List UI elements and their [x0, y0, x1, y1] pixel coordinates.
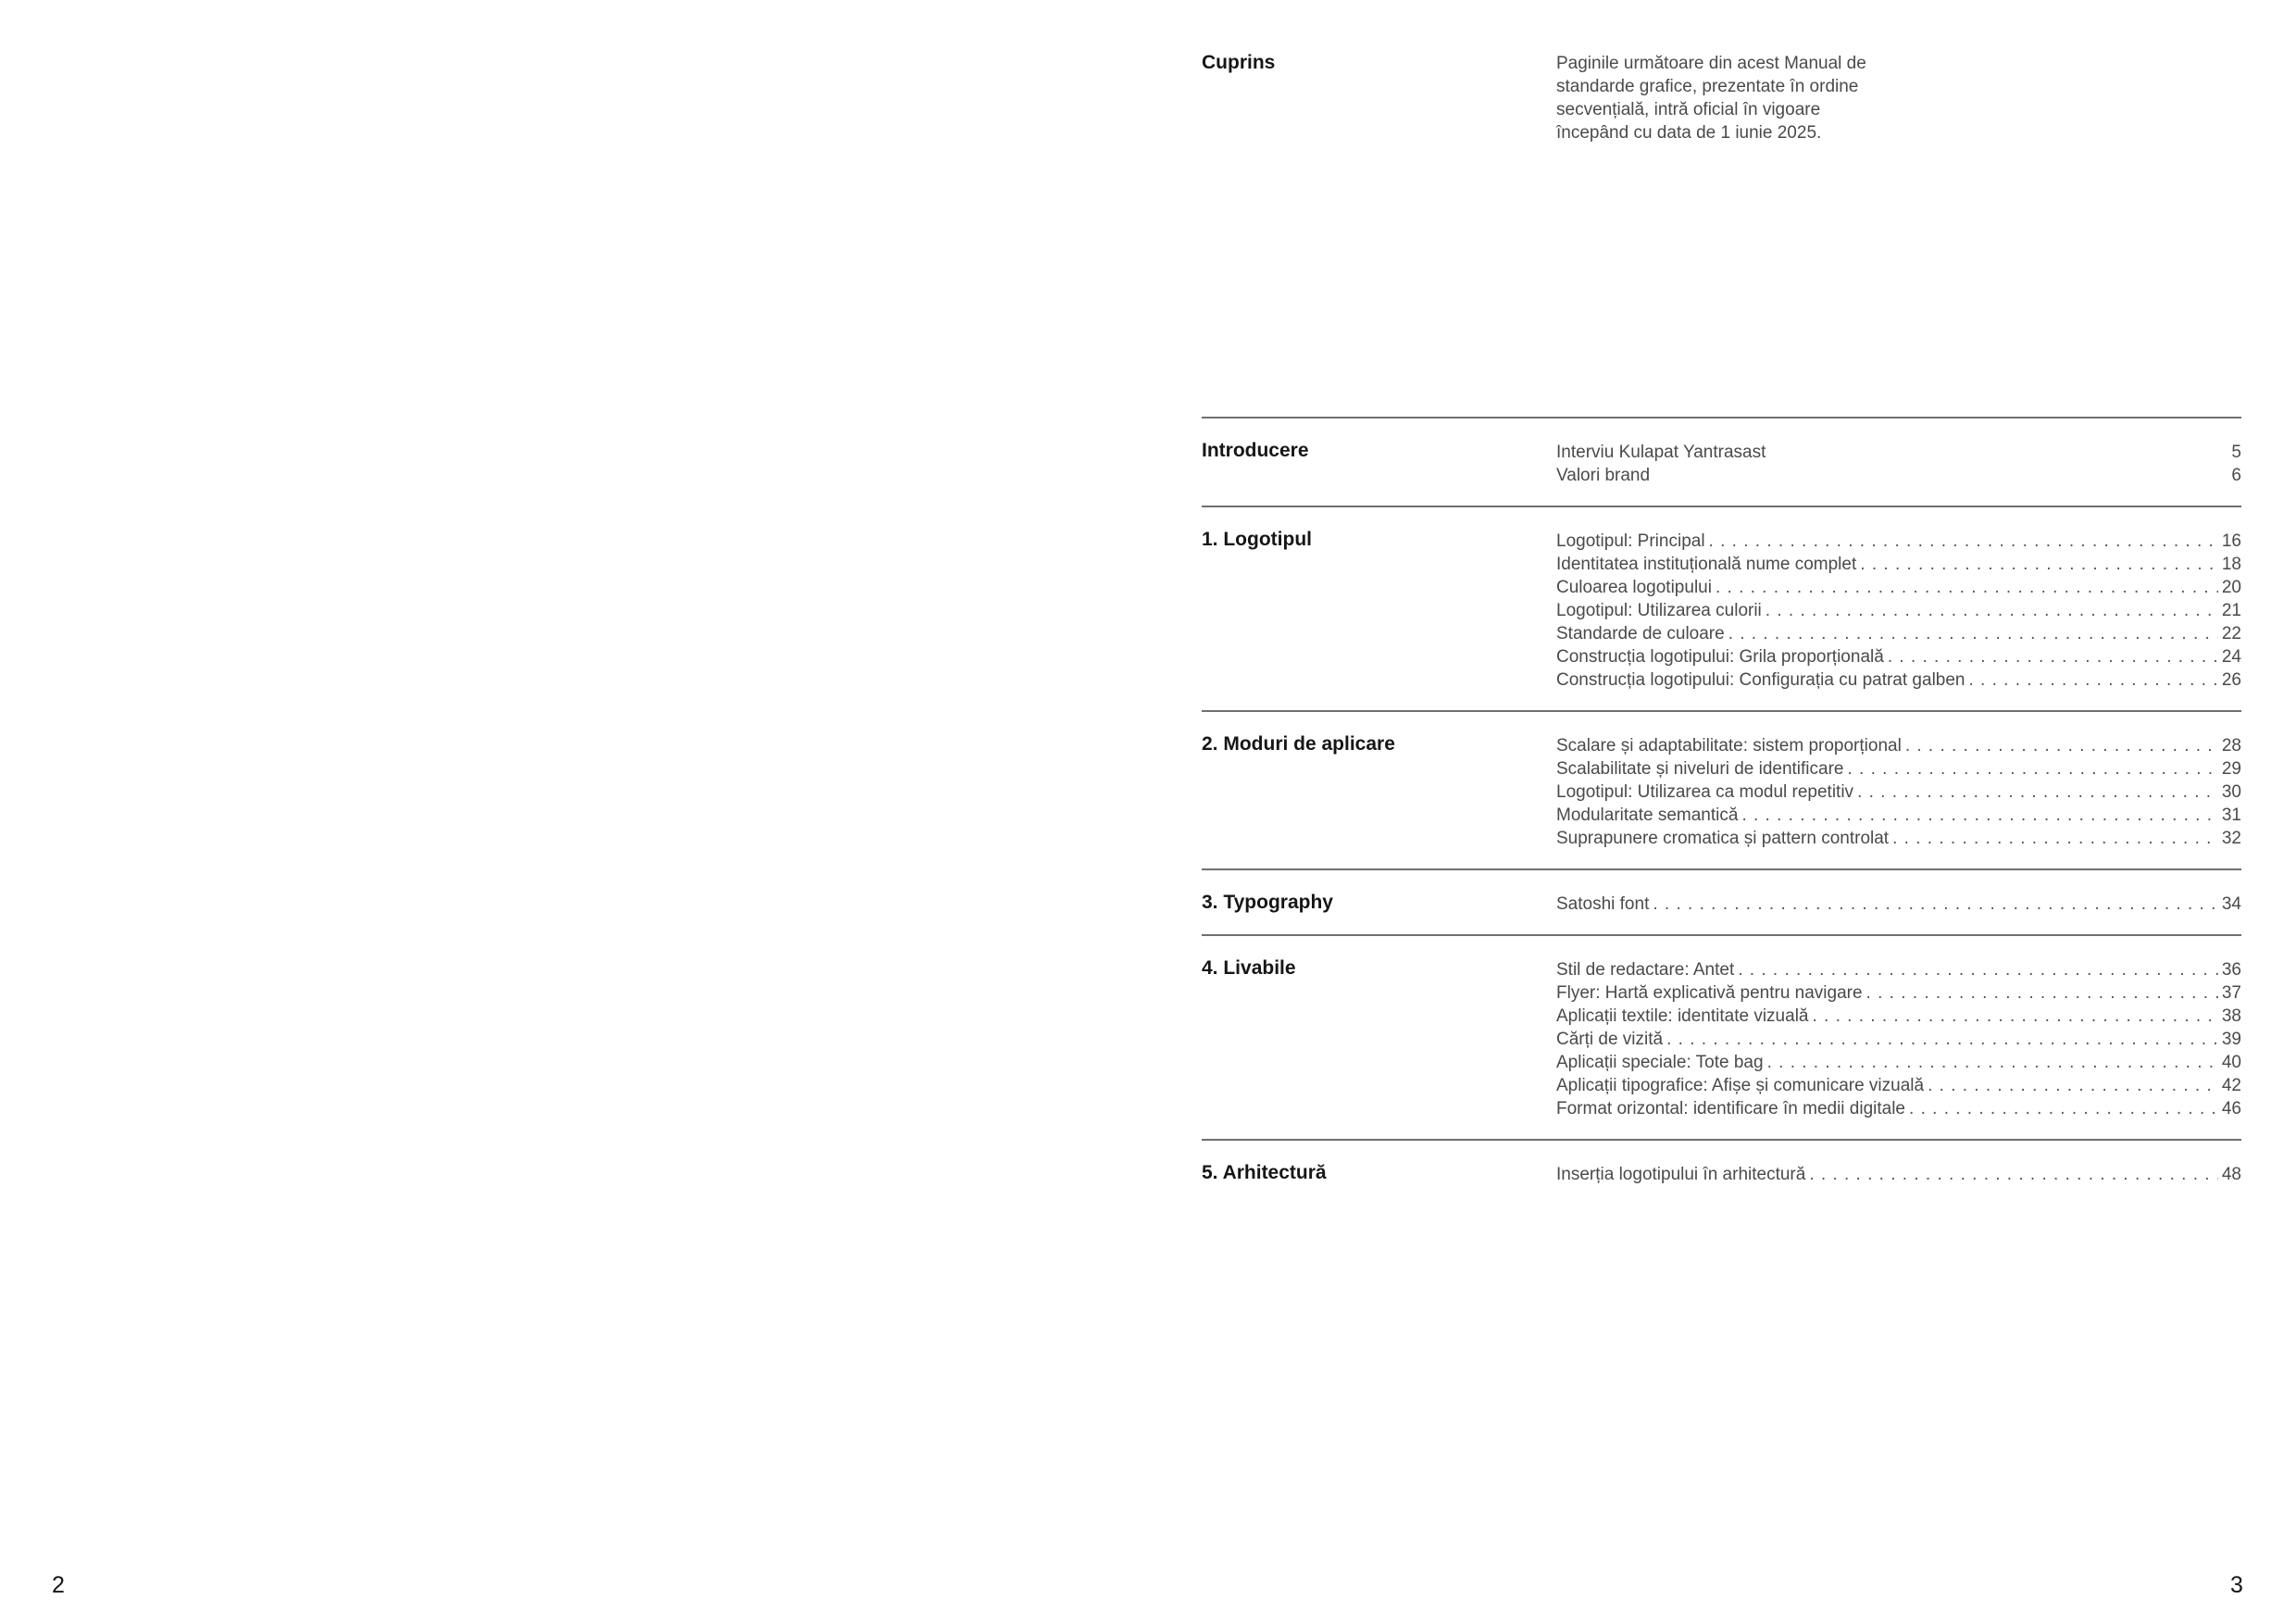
toc-entry[interactable]	[1556, 781, 2241, 804]
toc-section-title: 4. Livabile	[1202, 957, 1296, 979]
dot-leader	[1905, 734, 2218, 757]
toc-entries	[1556, 958, 2241, 1120]
dot-leader	[1738, 958, 2218, 981]
toc-entry-page: 37	[2221, 983, 2241, 1003]
toc-entry-label: Culoarea logotipului	[1556, 578, 1712, 597]
toc-entry[interactable]	[1556, 1163, 2241, 1186]
dot-leader	[1766, 599, 2218, 622]
page-number-left: 2	[52, 1572, 65, 1598]
intro-line: standarde grafice, prezentate în ordine	[1556, 77, 1859, 96]
toc-entry-page: 5	[2231, 443, 2241, 462]
toc-section-title: Introducere	[1202, 440, 1309, 461]
toc-entry-page: 22	[2221, 624, 2241, 643]
toc-entry[interactable]	[1556, 668, 2241, 692]
toc-entry-label: Aplicații textile: identitate vizuală	[1556, 1006, 1809, 1026]
toc-entries	[1556, 530, 2241, 692]
dot-leader	[1809, 1163, 2218, 1186]
toc-section	[1202, 1139, 2241, 1205]
toc-entries	[1556, 1163, 2241, 1186]
toc-entry[interactable]	[1556, 599, 2241, 622]
toc-entry-page: 6	[2231, 466, 2241, 485]
dot-leader	[1969, 668, 2218, 692]
toc-entry[interactable]	[1556, 827, 2241, 850]
toc-entry-label: Valori brand	[1556, 466, 1651, 485]
toc-entry[interactable]	[1556, 645, 2241, 668]
dot-leader	[1866, 981, 2218, 1005]
intro-paragraph	[1556, 52, 1927, 144]
toc-entry[interactable]	[1556, 441, 2241, 464]
toc-entry[interactable]	[1556, 804, 2241, 827]
dot-leader	[1812, 1005, 2217, 1028]
dot-leader	[1728, 622, 2218, 645]
toc-entry[interactable]	[1556, 622, 2241, 645]
dot-leader	[1860, 553, 2218, 576]
toc-entry-page: 26	[2221, 670, 2241, 690]
dot-leader	[1848, 757, 2218, 781]
toc-entry-page: 20	[2221, 578, 2241, 597]
toc-section	[1202, 710, 2241, 868]
toc-entry-label: Suprapunere cromatica și pattern controlat	[1556, 829, 1890, 848]
toc-entries	[1556, 893, 2241, 916]
toc-entry-page: 31	[2221, 806, 2241, 825]
toc-entry-page: 40	[2221, 1053, 2241, 1072]
toc-entry-page: 32	[2221, 829, 2241, 848]
toc-entry-page: 30	[2221, 782, 2241, 802]
dot-leader	[1928, 1074, 2218, 1097]
toc-entry-label: Scalare și adaptabilitate: sistem proporțional	[1556, 736, 1902, 756]
toc-entry[interactable]	[1556, 576, 2241, 599]
toc-entry[interactable]	[1556, 1097, 2241, 1120]
page-number-right: 3	[2230, 1572, 2243, 1598]
dot-leader	[1767, 1051, 2218, 1074]
dot-leader	[1888, 645, 2218, 668]
toc-entry-label: Modularitate semantică	[1556, 806, 1739, 825]
toc-section	[1202, 868, 2241, 934]
toc-entry-label: Construcția logotipului: Grila proporțională	[1556, 647, 1884, 667]
toc-entry-label: Aplicații speciale: Tote bag	[1556, 1053, 1764, 1072]
toc-entry[interactable]	[1556, 734, 2241, 757]
toc-entry-label: Aplicații tipografice: Afișe și comunicare vizuală	[1556, 1076, 1925, 1095]
dot-leader	[1709, 530, 2218, 553]
toc-entry[interactable]	[1556, 893, 2241, 916]
toc-entry-page: 18	[2221, 555, 2241, 574]
toc-entry-label: Identitatea instituțională nume complet	[1556, 555, 1857, 574]
toc-entry-label: Flyer: Hartă explicativă pentru navigare	[1556, 983, 1863, 1003]
toc-entry-label: Standarde de culoare	[1556, 624, 1725, 643]
toc-entry-label: Logotipul: Principal	[1556, 531, 1705, 551]
toc-entry[interactable]	[1556, 1028, 2241, 1051]
toc-entry[interactable]	[1556, 553, 2241, 576]
toc-entry-label: Logotipul: Utilizarea culorii	[1556, 601, 1762, 620]
toc-entry-page: 38	[2221, 1006, 2241, 1026]
toc-entry[interactable]	[1556, 1005, 2241, 1028]
toc-entry-page: 24	[2221, 647, 2241, 667]
intro-line: Paginile următoare din acest Manual de	[1556, 54, 1866, 73]
toc-entry[interactable]	[1556, 1074, 2241, 1097]
toc-entry-label: Scalabilitate și niveluri de identificare	[1556, 759, 1844, 779]
toc-section-title: 2. Moduri de aplicare	[1202, 733, 1395, 755]
toc-entry-page: 28	[2221, 736, 2241, 756]
toc-entry-label: Interviu Kulapat Yantrasast	[1556, 443, 1766, 462]
dot-leader	[1666, 1028, 2218, 1051]
toc-entry-page: 16	[2221, 531, 2241, 551]
toc-section	[1202, 417, 2241, 506]
toc-entries	[1556, 441, 2241, 487]
toc-entry[interactable]	[1556, 757, 2241, 781]
dot-leader	[1653, 893, 2218, 916]
toc-entry-label: Cărți de vizită	[1556, 1030, 1664, 1049]
toc-entry-page: 48	[2221, 1165, 2241, 1184]
toc-entry-label: Satoshi font	[1556, 894, 1650, 914]
toc-entry-label: Logotipul: Utilizarea ca modul repetitiv	[1556, 782, 1854, 802]
intro-line: începând cu data de 1 iunie 2025.	[1556, 123, 1822, 143]
toc-entry[interactable]	[1556, 1051, 2241, 1074]
toc-entry-page: 29	[2221, 759, 2241, 779]
toc-entry-page: 39	[2221, 1030, 2241, 1049]
toc-entry-page: 21	[2221, 601, 2241, 620]
intro-line: secvențială, intră oficial în vigoare	[1556, 100, 1821, 119]
toc-entry[interactable]	[1556, 981, 2241, 1005]
toc-section	[1202, 934, 2241, 1139]
toc-entry-label: Format orizontal: identificare în medii digitale	[1556, 1099, 1906, 1118]
dot-leader	[1909, 1097, 2218, 1120]
toc-section-title: 5. Arhitectură	[1202, 1162, 1327, 1183]
toc-section	[1202, 506, 2241, 710]
dot-leader	[1857, 781, 2218, 804]
toc-entry-label: Inserția logotipului în arhitectură	[1556, 1165, 1806, 1184]
toc-entry-page: 46	[2221, 1099, 2241, 1118]
dot-leader	[1716, 576, 2218, 599]
toc-section-title: 3. Typography	[1202, 892, 1333, 913]
toc-entry[interactable]	[1556, 464, 2241, 487]
toc-entry[interactable]	[1556, 530, 2241, 553]
table-of-contents	[1202, 417, 2241, 1205]
toc-entries	[1556, 734, 2241, 850]
toc-entry-label: Construcția logotipului: Configurația cu patrat galben	[1556, 670, 1965, 690]
toc-entry[interactable]	[1556, 958, 2241, 981]
toc-entry-page: 36	[2221, 960, 2241, 980]
toc-section-title: 1. Logotipul	[1202, 529, 1312, 550]
toc-entry-page: 42	[2221, 1076, 2241, 1095]
dot-leader	[1892, 827, 2218, 850]
toc-entry-page: 34	[2221, 894, 2241, 914]
toc-heading: Cuprins	[1202, 52, 1276, 73]
dot-leader	[1741, 804, 2217, 827]
toc-entry-label: Stil de redactare: Antet	[1556, 960, 1735, 980]
